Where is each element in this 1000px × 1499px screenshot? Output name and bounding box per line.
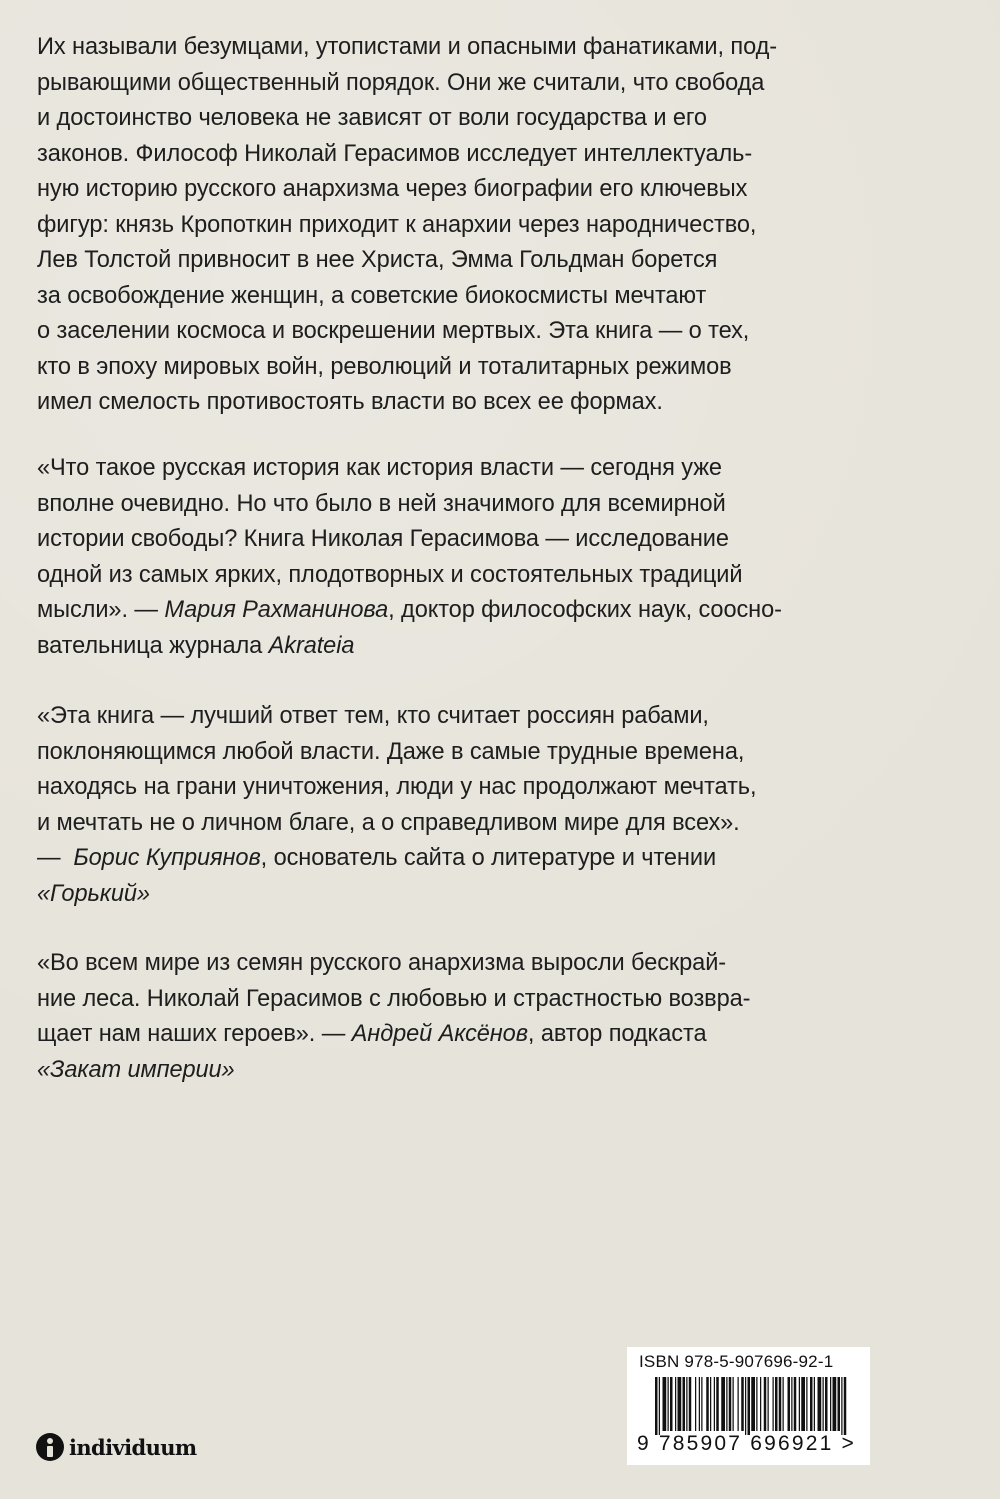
text-line: фигур: князь Кропоткин приходит к анархии через народничество, [37, 211, 757, 238]
blurb-quote-kupriyanov [37, 699, 867, 912]
quote-author: Андрей Аксёнов [351, 1021, 528, 1047]
quote-author: Мария Рахманинова [164, 597, 389, 623]
isbn-barcode [627, 1347, 870, 1465]
publisher-name: individuum [69, 1434, 197, 1460]
author-credentials: вательница журнала [37, 632, 269, 659]
isbn-label: ISBN 978-5-907696-92-1 [639, 1352, 834, 1371]
text-line: имел смелость противостоять власти во всех ее формах. [37, 389, 663, 415]
text-line: законов. Философ Николай Герасимов исследует интеллектуаль- [37, 140, 753, 167]
text-line: «Во всем мире из семян русского анархизма выросли бескрай- [37, 950, 727, 976]
site-name: «Горький» [37, 880, 150, 907]
text-line: и мечтать не о личном благе, а о справедливом мире для всех». [37, 809, 740, 836]
text-line: Их называли безумцами, утопистами и опасными фанатиками, под- [37, 34, 778, 60]
text-line: находясь на грани уничтожения, люди у нас продолжают мечтать, [37, 774, 757, 800]
quote-end-text: щает нам наших героев». — [37, 1021, 352, 1047]
text-line: «Что такое русская история как история власти — сегодня уже [37, 455, 722, 481]
author-credentials: , доктор философских наук, соосно- [388, 597, 782, 623]
text-line: поклоняющимся любой власти. Даже в самые трудные времена, [37, 738, 745, 765]
author-credentials: , основатель сайта о литературе и чтении [260, 845, 717, 871]
publisher-logo [36, 1431, 197, 1463]
journal-name: Akrateia [268, 632, 355, 659]
text-line: кто в эпоху мировых войн, революций и тоталитарных режимов [37, 353, 732, 380]
text-line: вполне очевидно. Но что было в ней значимого для всемирной [37, 490, 726, 517]
dash-text: — [37, 845, 74, 871]
text-line [37, 1053, 867, 1089]
barcode-digits: 9 785907 696921 > [637, 1432, 856, 1455]
text-line [37, 841, 867, 877]
text-line: о заселении космоса и воскрешении мертвых. Эта книга — о тех, [37, 318, 750, 344]
quote-end-text: мысли». — [37, 597, 165, 623]
text-line: ние леса. Николай Герасимов с любовью и страстностью возвра- [37, 985, 751, 1012]
text-line: истории свободы? Книга Николая Герасимова — исследование [37, 526, 729, 552]
quote-author: Борис Куприянов [73, 845, 261, 871]
text-line [37, 629, 867, 665]
text-line: «Эта книга — лучший ответ тем, кто считает россиян рабами, [37, 703, 709, 729]
author-credentials: , автор подкаста [527, 1021, 707, 1047]
text-line: рывающими общественный порядок. Они же считали, что свобода [37, 69, 765, 96]
text-line: одной из самых ярких, плодотворных и состоятельных традиций [37, 561, 743, 588]
text-line: Лев Толстой привносит в нее Христа, Эмма Гольдман борется [37, 247, 718, 273]
text-line [37, 593, 867, 629]
blurb-quote-aksenov [37, 946, 867, 1088]
text-line [37, 877, 867, 913]
info-circle-icon [36, 1433, 64, 1461]
text-line [37, 1017, 867, 1053]
podcast-name: «Закат империи» [37, 1056, 235, 1083]
blurb-quote-rakhmaninova [37, 451, 867, 664]
text-line: за освобождение женщин, а советские биокосмисты мечтают [37, 282, 707, 309]
description-paragraph [37, 30, 867, 421]
text-line: и достоинство человека не зависят от воли государства и его [37, 105, 707, 131]
text-line: ную историю русского анархизма через биографии его ключевых [37, 176, 748, 202]
